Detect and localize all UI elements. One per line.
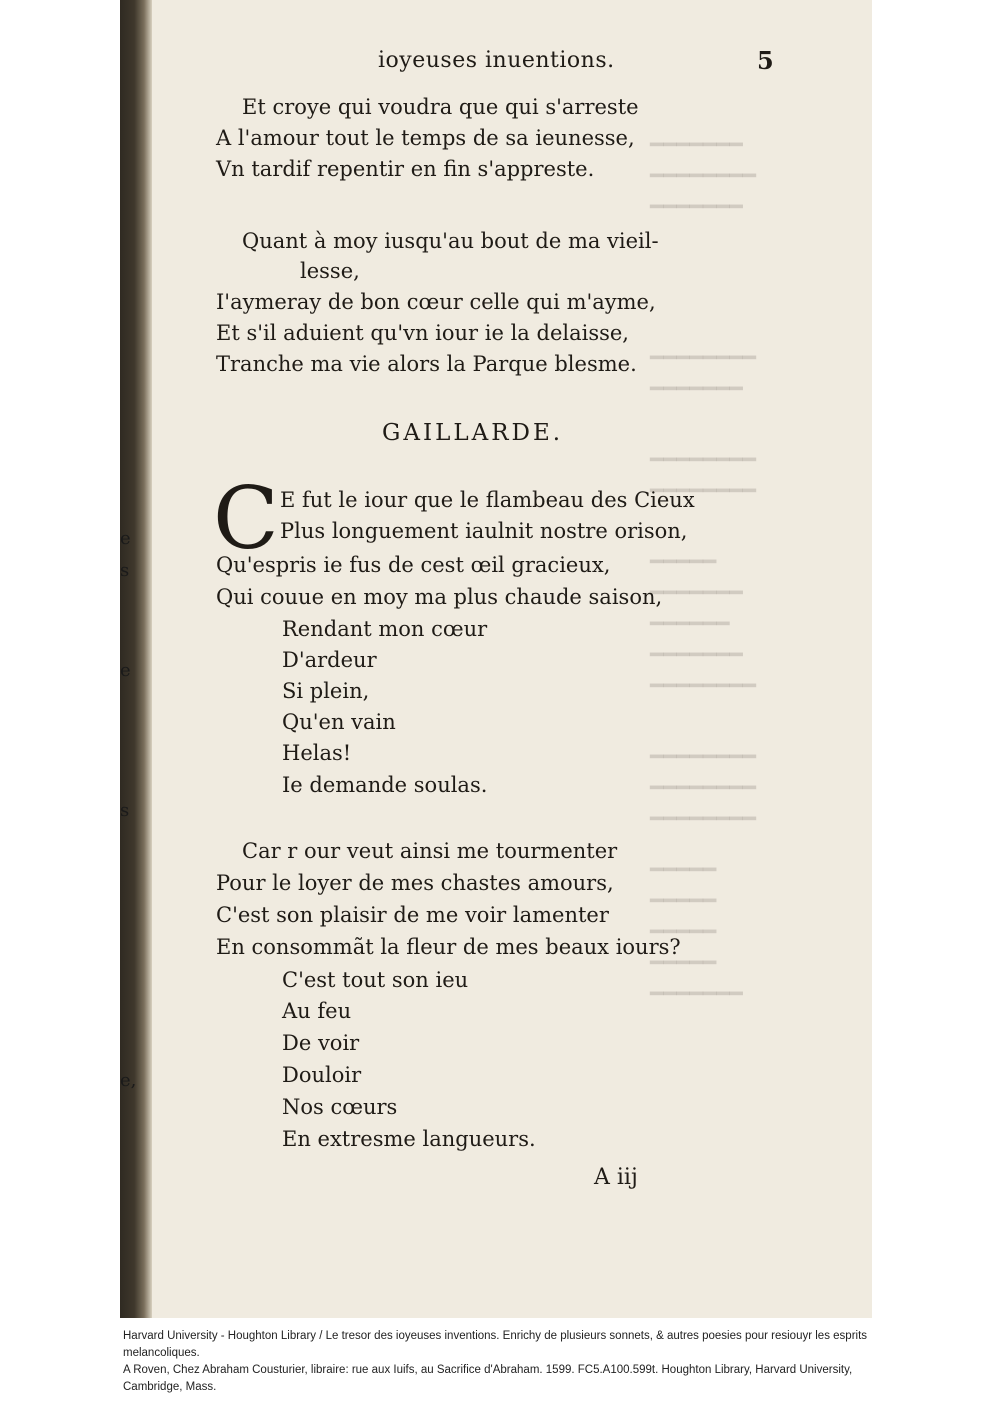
verse-line: Car r our veut ainsi me tourmenter: [242, 839, 618, 863]
verse-line: A l'amour tout le temps de sa ieunesse,: [216, 126, 635, 150]
verse-line: C'est son plaisir de me voir lamenter: [216, 903, 609, 927]
verse-line: Rendant mon cœur: [282, 617, 488, 641]
section-title: GAILLARDE.: [382, 420, 564, 446]
verse-line: Et croye qui voudra que qui s'arreste: [242, 95, 639, 119]
verse-line: De voir: [282, 1031, 360, 1055]
verse-line: Tranche ma vie alors la Parque blesme.: [216, 352, 637, 376]
verse-line: Helas!: [282, 741, 352, 765]
library-caption: [123, 1328, 868, 1396]
verse-line: Nos cœurs: [282, 1095, 398, 1119]
gutter-fragments: e s e s e,: [120, 528, 137, 1091]
page-scan: [120, 0, 872, 1318]
running-header: ioyeuses inuentions.: [378, 48, 615, 73]
verse-line: Si plein,: [282, 679, 370, 703]
verse-line: En extresme langueurs.: [282, 1127, 536, 1151]
verse-line: Et s'il aduient qu'vn iour ie la delaisse,: [216, 321, 629, 345]
folio-mark: 5: [757, 46, 774, 75]
verse-line: Quant à moy iusqu'au bout de ma vieil-: [242, 229, 659, 253]
drop-cap: C: [213, 469, 279, 569]
show-through-bleed: ━━━━━━━ ━━━━━━━━ ━━━━━━━ ━━━━━━━━ ━━━━━━━ ━━━━━━━━ ━━━━━━━━ ━━━━━ ━━━━━━━ ━━━━━━ ━━━━━━━ ━━━━━━━━ ━━━━━━━━ ━━━━━━━━ ━━━━━━━━ ━━━━━ ━━━━━ ━━━━━ ━━━━━ ━━━━━━━: [650, 133, 756, 1007]
verse-line: D'ardeur: [282, 648, 377, 672]
verse-line: C'est tout son ieu: [282, 968, 469, 992]
verse-line: Qui couue en moy ma plus chaude saison,: [216, 585, 663, 609]
verse-line: Plus longuement iaulnit nostre orison,: [280, 519, 688, 543]
verse-line: E fut le iour que le flambeau des Cieux: [280, 488, 695, 512]
verse-line: I'aymeray de bon cœur celle qui m'ayme,: [216, 290, 656, 314]
verse-line: Pour le loyer de mes chastes amours,: [216, 871, 614, 895]
verse-line: Douloir: [282, 1063, 362, 1087]
verse-line: lesse,: [300, 259, 360, 283]
verse-line: Qu'en vain: [282, 710, 396, 734]
signature-mark: A iij: [594, 1165, 638, 1190]
verse-line: Vn tardif repentir en fin s'appreste.: [216, 157, 595, 181]
caption-line: Harvard University - Houghton Library / Le tresor des ioyeuses inventions. Enrichy de plusieurs sonnets, & autres poesies pour resiouyr les esprits melancoliques.: [123, 1330, 868, 1359]
verse-line: En consommãt la fleur de mes beaux iours?: [216, 935, 681, 959]
verse-line: Au feu: [282, 999, 352, 1023]
caption-line: A Roven, Chez Abraham Cousturier, libraire: rue aux Iuifs, au Sacrifice d'Abraham. 1599. FC5.A100.599t. Houghton Library, Harvard University, Cambridge, Mass.: [123, 1364, 853, 1393]
verse-line: Qu'espris ie fus de cest œil gracieux,: [216, 553, 611, 577]
verse-line: Ie demande soulas.: [282, 773, 488, 797]
